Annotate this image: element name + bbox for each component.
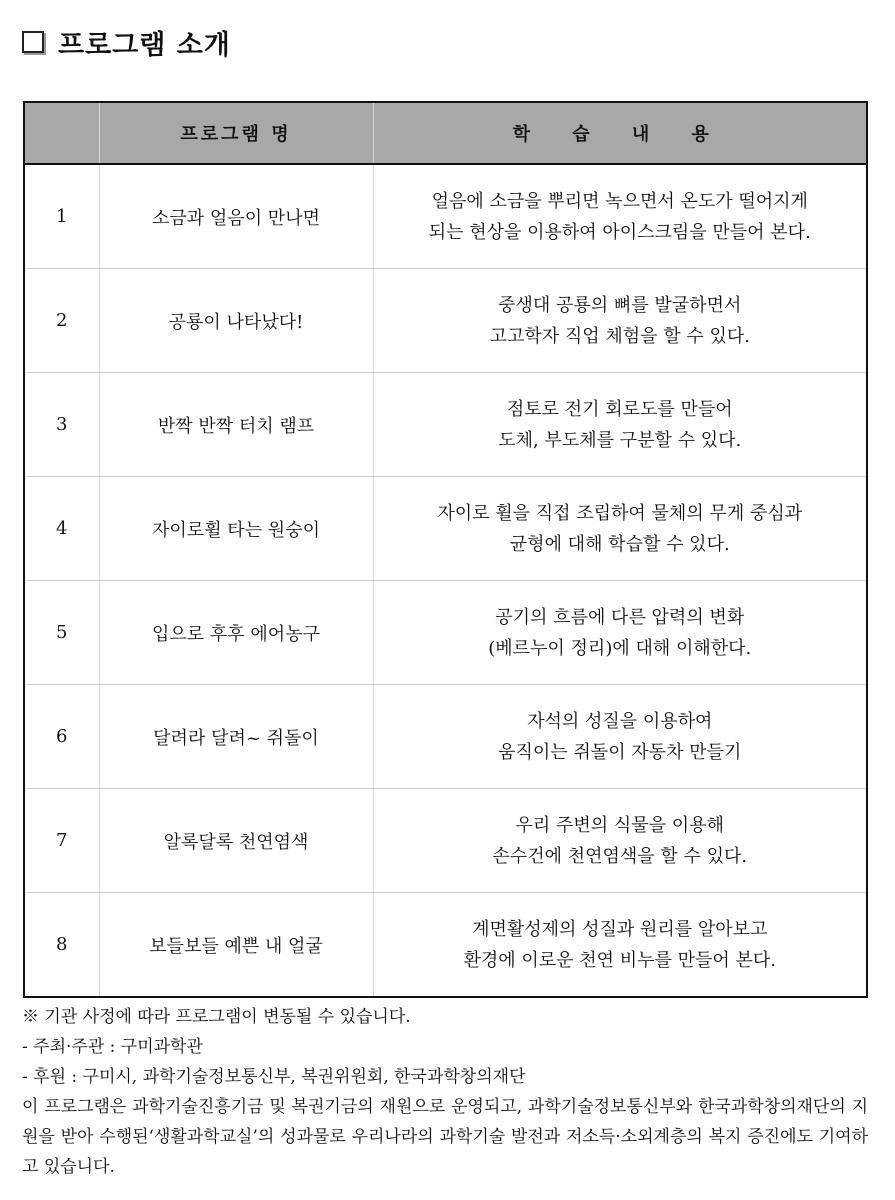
- host-text: - 주최·주관 : 구미과학관: [22, 1037, 203, 1057]
- table-row: [24, 164, 867, 269]
- description-line-1: 점토로 전기 회로도를 만들어: [506, 398, 733, 420]
- description-line-1: 중생대 공룡의 뼈를 발굴하면서: [498, 294, 742, 316]
- table-header-row: [24, 102, 867, 164]
- header-program-name: [99, 102, 373, 164]
- description-line-1: 얼음에 소금을 뿌리면 녹으면서 온도가 떨어지게: [431, 190, 808, 212]
- description-line-2: 손수건에 천연염색을 할 수 있다.: [492, 845, 748, 867]
- row-number: 8: [24, 893, 99, 998]
- description-line-2: 되는 현상을 이용하여 아이스크림을 만들어 본다.: [428, 221, 811, 243]
- description-line-1: 자이로 휠을 직접 조립하여 물체의 무게 중심과: [437, 502, 803, 524]
- header-learning-content: [373, 102, 867, 164]
- program-name: 소금과 얼음이 만나면: [99, 164, 373, 269]
- program-description: [373, 373, 867, 477]
- section-header: [22, 24, 231, 60]
- program-name: 알록달록 천연염색: [99, 789, 373, 893]
- description-line-2: 균형에 대해 학습할 수 있다.: [509, 533, 730, 555]
- description-line-2: 고고학자 직업 체험을 할 수 있다.: [489, 325, 750, 347]
- program-description: [373, 477, 867, 581]
- notes-section: [22, 1002, 868, 1182]
- row-number: 3: [24, 373, 99, 477]
- program-description: [373, 893, 867, 998]
- program-name: 반짝 반짝 터치 램프: [99, 373, 373, 477]
- description-line-1: 자석의 성질을 이용하여: [527, 710, 713, 732]
- row-number: 5: [24, 581, 99, 685]
- table-row: [24, 269, 867, 373]
- header-program-name-label: 프로그램 명: [180, 124, 292, 145]
- description-line-1: 공기의 흐름에 다른 압력의 변화: [495, 606, 745, 628]
- row-number: 2: [24, 269, 99, 373]
- program-description: [373, 581, 867, 685]
- notice-text: ※ 기관 사정에 따라 프로그램이 변동될 수 있습니다.: [22, 1007, 411, 1027]
- table-row: [24, 477, 867, 581]
- funding-paragraph: 이 프로그램은 과학기술진흥기금 및 복권기금의 재원으로 운영되고, 과학기술정보통신부와 한국과학창의재단의 지원을 받아 수행된‘생활과학교실’의 성과물로 우리나라의 과학기술 발전과 저소득·소외계층의 복지 증진에도 기여하고 있습니다.: [22, 1097, 868, 1177]
- program-name: 자이로휠 타는 원숭이: [99, 477, 373, 581]
- row-number: 7: [24, 789, 99, 893]
- checkbox-square-icon: [22, 31, 44, 53]
- program-description: [373, 789, 867, 893]
- description-line-2: 움직이는 쥐돌이 자동차 만들기: [498, 741, 742, 763]
- table-row: [24, 789, 867, 893]
- program-description: [373, 685, 867, 789]
- program-table: [23, 101, 868, 998]
- sponsor-text: - 후원 : 구미시, 과학기술정보통신부, 복권위원회, 한국과학창의재단: [22, 1067, 526, 1087]
- program-name: 보들보들 예쁜 내 얼굴: [99, 893, 373, 998]
- row-number: 1: [56, 206, 68, 227]
- description-line-1: 우리 주변의 식물을 이용해: [515, 814, 724, 836]
- program-description: [373, 164, 867, 269]
- table-row: [24, 685, 867, 789]
- header-learning-content-label: 학 습 내 용: [512, 124, 727, 145]
- program-description: [373, 269, 867, 373]
- table-row: [24, 893, 867, 998]
- row-number: 6: [24, 685, 99, 789]
- description-line-2: 도체, 부도체를 구분할 수 있다.: [498, 429, 742, 451]
- table-row: [24, 581, 867, 685]
- section-title: 프로그램 소개: [58, 29, 231, 61]
- program-name: 공룡이 나타났다!: [99, 269, 373, 373]
- description-line-1: 계면활성제의 성질과 원리를 알아보고: [472, 918, 768, 940]
- program-name: 달려라 달려~ 쥐돌이: [99, 685, 373, 789]
- description-line-2: (베르누이 정리)에 대해 이해한다.: [488, 637, 752, 659]
- table-row: [24, 373, 867, 477]
- program-name: 입으로 후후 에어농구: [99, 581, 373, 685]
- row-number: 4: [24, 477, 99, 581]
- description-line-2: 환경에 이로운 천연 비누를 만들어 본다.: [463, 949, 777, 971]
- header-number: [24, 102, 99, 164]
